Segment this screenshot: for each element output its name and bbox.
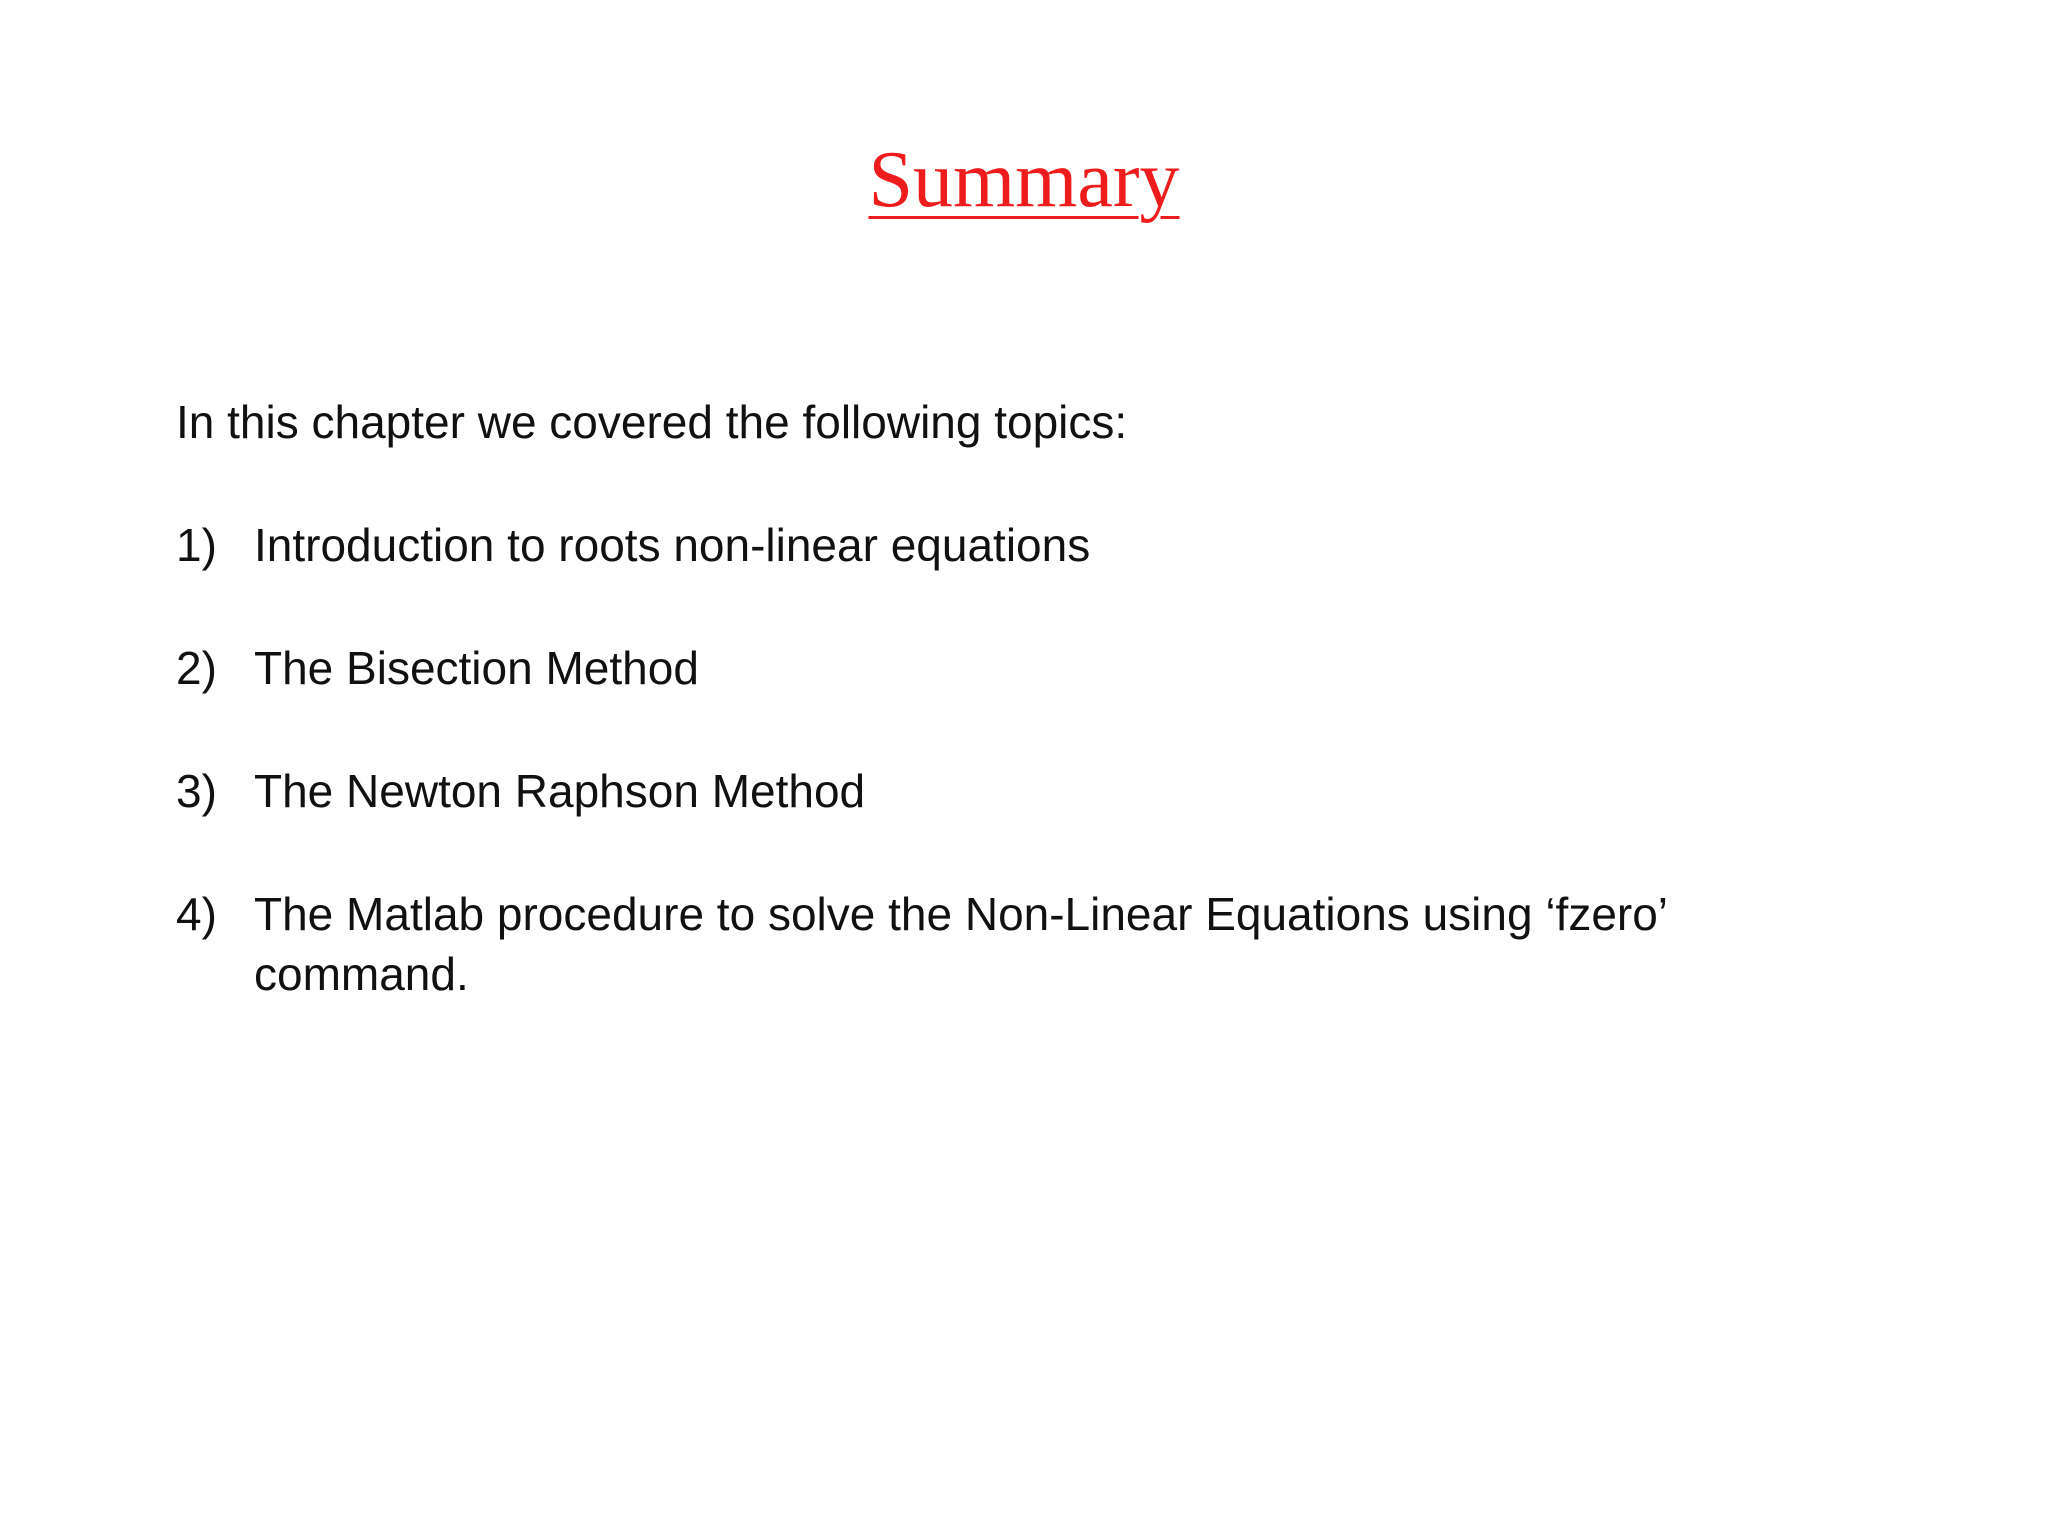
list-item-text: Introduction to roots non-linear equations (254, 519, 1091, 571)
list-item (176, 884, 1796, 1004)
list-item-number: 3) (176, 765, 217, 817)
list-item-text: The Newton Raphson Method (254, 765, 866, 817)
intro-text: In this chapter we covered the following topics: (176, 396, 1128, 448)
list-item (176, 515, 1796, 575)
list-item (176, 761, 1796, 821)
list-item-number: 4) (176, 888, 217, 940)
list-item-number: 2) (176, 642, 217, 694)
slide-title: Summary (868, 136, 1180, 224)
topic-list (176, 515, 1796, 1004)
slide-body (176, 392, 1796, 1067)
list-item-number: 1) (176, 519, 217, 571)
list-item-text: The Matlab procedure to solve the Non-Linear Equations using ‘fzero’ command. (254, 888, 1667, 1000)
list-item-text: The Bisection Method (254, 642, 699, 694)
list-item (176, 638, 1796, 698)
